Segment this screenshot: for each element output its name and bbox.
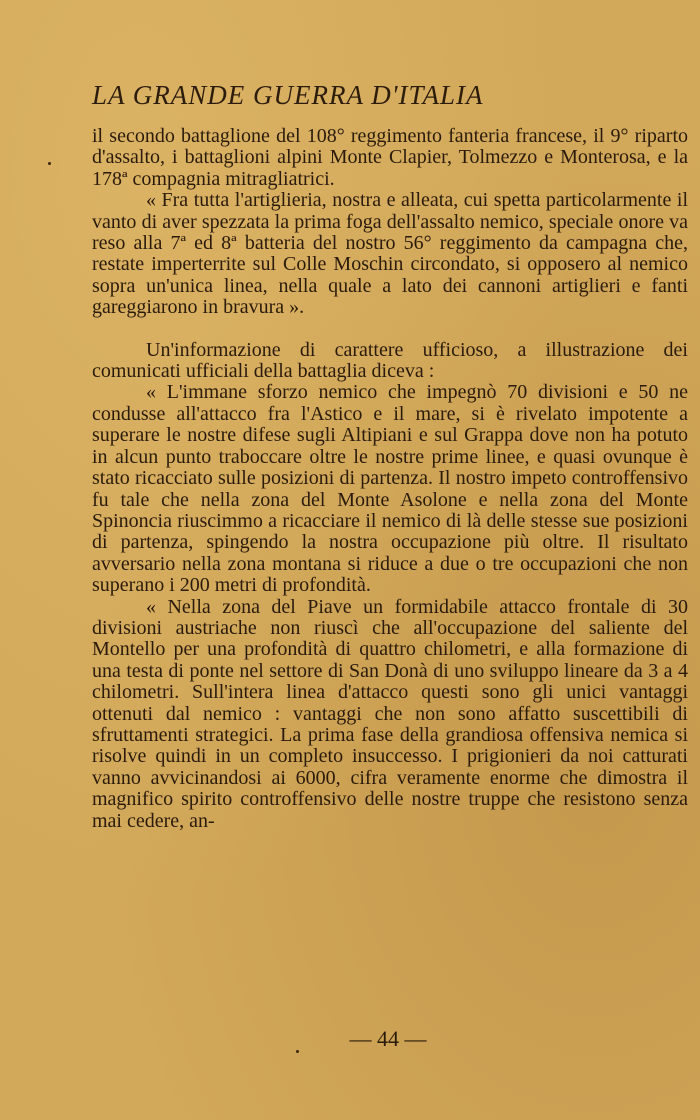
body-text [92,126,688,832]
paragraph-5: « Nella zona del Piave un formidabile attacco frontale di 30 divisioni austriache non riuscì che all'occupazione del saliente del Montello per una profondità di quattro chilometri, e alla formazione di una testa di ponte nel settore di San Donà di uno sviluppo lineare da 3 a 4 chilometri. Sull'intera linea d'attacco questi sono gli unici vantaggi ottenuti dal nemico : vantaggi che non sono affatto suscettibili di sfruttamenti strategici. La prima fase della grandiosa offensiva nemica si risolve quindi in un completo insuccesso. I prigionieri da noi catturati vanno avvicinandosi ai 6000, cifra veramente enorme che dimostra il magnifico spirito controffensivo delle nostre truppe che resistono senza mai cedere, an- [92,595,688,832]
paragraph-2: « Fra tutta l'artiglieria, nostra e alleata, cui spetta particolarmente il vanto di aver spezzata la prima foga dell'assalto nemico, speciale onore va reso alla 7ª ed 8ª batteria del nostro 56° reggimento da campagna che, restate imperterrite sul Colle Moschin circondato, si opposero al nemico sopra un'unica linea, nella quale a lato dei cannoni artiglieri e fanti gareggiarono in bravura ». [92,189,688,319]
paragraph-1: il secondo battaglione del 108° reggimento fanteria francese, il 9° riparto d'assalto, i battaglioni alpini Monte Clapier, Tolmezzo e Monterosa, e la 178ª compagnia mitragliatrici. [92,125,688,190]
paragraph-3: Un'informazione di carattere ufficioso, a illustrazione dei comunicati ufficiali della battaglia diceva : [92,338,688,383]
paper-speck [48,162,51,165]
page-number: — 44 — [349,1026,427,1051]
running-head: LA GRANDE GUERRA D'ITALIA [92,80,484,110]
paper-speck [296,1050,299,1053]
paragraph-4: « L'immane sforzo nemico che impegnò 70 divisioni e 50 ne condusse all'attacco fra l'Astico e il mare, si è rivelato impotente a superare le nostre difese sugli Altipiani e sul Grappa dove non ha potuto in alcun punto traboccare oltre le nostre prime linee, e quasi ovunque è stato ricacciato sulle posizioni di partenza. Il nostro impeto controffensivo fu tale che nella zona del Monte Asolone e nella zona del Monte Spinoncia riuscimmo a ricacciare il nemico di là delle stesse sue posizioni di partenza, spingendo la nostra occupazione più oltre. Il risultato avversario nella zona montana si riduce a due o tre occupazioni che non superano i 200 metri di profondità. [92,381,688,597]
